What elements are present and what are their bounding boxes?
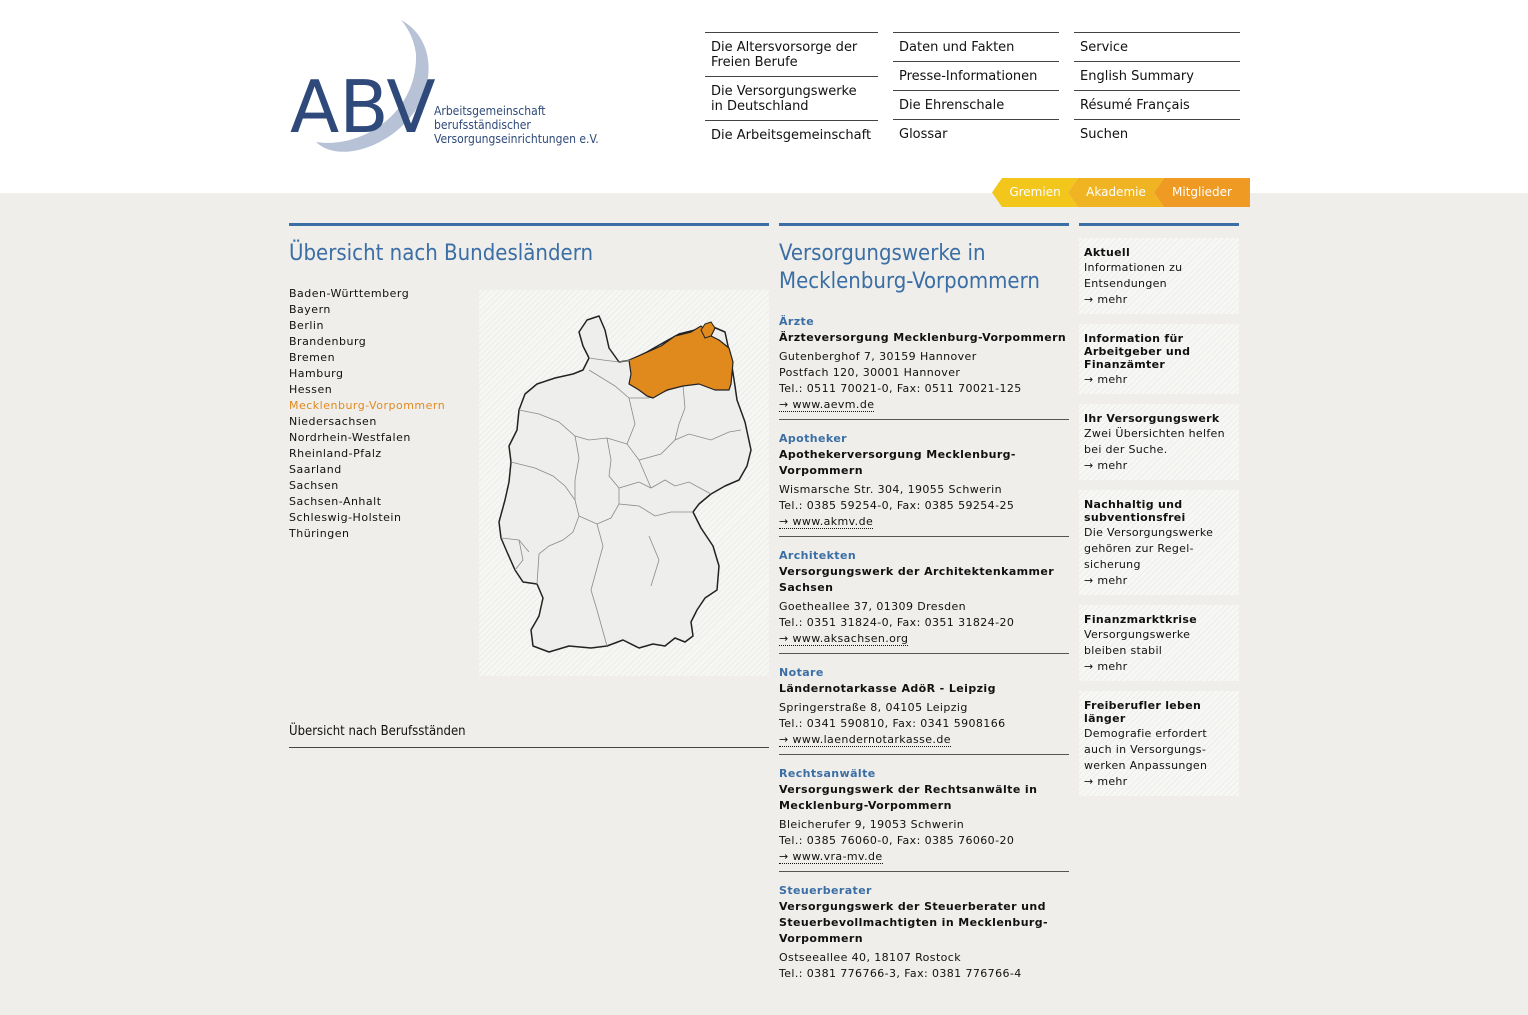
arrow-icon: → xyxy=(1084,293,1098,306)
entry-phone: Tel.: 0385 59254-0, Fax: 0385 59254-25 xyxy=(779,499,1015,512)
nav-ehrenschale[interactable]: Die Ehrenschale xyxy=(893,91,1059,120)
arrow-icon: → xyxy=(1084,574,1098,587)
state-link[interactable]: Bayern xyxy=(289,303,331,316)
section-title-line-2: Mecklenburg-Vorpommern xyxy=(779,269,1040,294)
tab-akademie-label: Akademie xyxy=(1086,185,1146,199)
entry-website-label: www.aksachsen.org xyxy=(792,632,909,645)
teaser-more-label: mehr xyxy=(1097,660,1128,673)
berufsstaende-link[interactable]: Übersicht nach Berufsständen xyxy=(289,724,769,748)
entry-phone: Tel.: 0385 76060-0, Fax: 0385 76060-20 xyxy=(779,834,1015,847)
teaser-more-link[interactable] xyxy=(1084,292,1234,308)
entry-website-label: www.vra-mv.de xyxy=(792,850,883,863)
teaser-text: Demografie erfordert auch in Versorgungs-werken Anpassungen xyxy=(1084,727,1208,772)
nav-column-3 xyxy=(1074,32,1240,148)
teaser-title: Finanzmarktkrise xyxy=(1084,613,1197,626)
middle-column-bar xyxy=(779,223,1069,226)
tab-gremien-label: Gremien xyxy=(1009,185,1061,199)
sidebar-teasers xyxy=(1079,238,1239,806)
arrow-icon: → xyxy=(1084,373,1098,386)
state-link[interactable]: Schleswig-Holstein xyxy=(289,511,402,524)
entry-website-link[interactable] xyxy=(779,398,874,412)
nav-service[interactable]: Service xyxy=(1074,33,1240,62)
tab-akademie[interactable] xyxy=(1068,178,1164,207)
entry-category: Steuerberater xyxy=(779,884,872,897)
teaser-title: Aktuell xyxy=(1084,246,1131,259)
teaser-more-link[interactable] xyxy=(1084,372,1234,388)
portal-tabs xyxy=(992,178,1250,207)
entry-address: Bleicherufer 9, 19053 Schwerin xyxy=(779,818,965,831)
logo-subtitle xyxy=(434,104,599,146)
teaser-more-link[interactable] xyxy=(1084,573,1234,589)
state-link[interactable]: Baden-Württemberg xyxy=(289,287,410,300)
entry-website-label: www.akmv.de xyxy=(792,515,874,528)
teaser-box[interactable] xyxy=(1079,490,1239,595)
teaser-more-label: mehr xyxy=(1097,775,1128,788)
teaser-title: Nachhaltig und subventionsfrei xyxy=(1084,498,1186,524)
teaser-box[interactable] xyxy=(1079,691,1239,796)
entry-address: Wismarsche Str. 304, 19055 Schwerin xyxy=(779,483,1003,496)
arrow-icon: → xyxy=(779,733,793,746)
arrow-icon: → xyxy=(1084,660,1098,673)
entry-name: Versorgungswerk der Steuerberater und Steuerbevollmachtigten in Mecklenburg-Vorpommern xyxy=(779,900,1048,945)
entry-item xyxy=(779,764,1069,872)
arrow-icon: → xyxy=(779,398,793,411)
nav-arbeitsgemeinschaft[interactable]: Die Arbeitsgemeinschaft xyxy=(711,128,872,143)
state-link[interactable]: Saarland xyxy=(289,463,342,476)
state-link[interactable]: Rheinland-Pfalz xyxy=(289,447,382,460)
state-link[interactable]: Nordrhein-Westfalen xyxy=(289,431,411,444)
state-link-active[interactable]: Mecklenburg-Vorpommern xyxy=(289,399,446,412)
arrow-icon: → xyxy=(1084,459,1098,472)
header xyxy=(0,0,1528,193)
entry-category: Architekten xyxy=(779,549,857,562)
entry-website-link[interactable] xyxy=(779,850,883,864)
tab-mitglieder-label: Mitglieder xyxy=(1172,185,1232,199)
nav-suchen[interactable]: Suchen xyxy=(1080,127,1129,142)
entry-name: Versorgungswerk der Rechtsanwälte in Mecklenburg-Vorpommern xyxy=(779,783,1038,812)
entry-address: Ostseeallee 40, 18107 Rostock xyxy=(779,951,962,964)
teaser-more-link[interactable] xyxy=(1084,458,1234,474)
entry-address: Gutenberghof 7, 30159 Hannover xyxy=(779,350,977,363)
teaser-more-label: mehr xyxy=(1097,459,1128,472)
teaser-more-link[interactable] xyxy=(1084,659,1234,675)
state-link[interactable]: Hamburg xyxy=(289,367,344,380)
state-link[interactable]: Niedersachsen xyxy=(289,415,377,428)
entry-category: Rechtsanwälte xyxy=(779,767,876,780)
nav-english-summary[interactable]: English Summary xyxy=(1074,62,1240,91)
entry-name: Apothekerversorgung Mecklenburg-Vorpommern xyxy=(779,448,1016,477)
teaser-text: Versorgungswerke bleiben stabil xyxy=(1084,628,1191,657)
entries-list xyxy=(779,312,1069,997)
entry-address-2: Postfach 120, 30001 Hannover xyxy=(779,366,961,379)
teaser-text: Zwei Übersichten helfen bei der Suche. xyxy=(1084,427,1225,456)
entry-name: Ärzteversorgung Mecklenburg-Vorpommern xyxy=(779,331,1067,344)
entry-website-link[interactable] xyxy=(779,733,951,747)
teaser-title: Information für Arbeitgeber und Finanzämter xyxy=(1084,332,1191,371)
entry-item xyxy=(779,663,1069,755)
nav-presse[interactable]: Presse-Informationen xyxy=(893,62,1059,91)
teaser-box[interactable] xyxy=(1079,238,1239,314)
arrow-icon: → xyxy=(779,632,793,645)
section-title xyxy=(779,240,1040,296)
logo-letters: ABV xyxy=(290,65,436,149)
arrow-icon: → xyxy=(779,850,793,863)
state-link[interactable]: Bremen xyxy=(289,351,336,364)
teaser-box[interactable] xyxy=(1079,324,1239,394)
entry-category: Ärzte xyxy=(779,315,815,328)
nav-resume-francais[interactable]: Résumé Français xyxy=(1074,91,1240,120)
tab-mitglieder[interactable] xyxy=(1154,178,1250,207)
teaser-title: Ihr Versorgungswerk xyxy=(1084,412,1220,425)
state-link[interactable]: Sachsen-Anhalt xyxy=(289,495,382,508)
nav-daten-fakten[interactable]: Daten und Fakten xyxy=(893,33,1059,62)
entry-name: Ländernotarkasse AdöR - Leipzig xyxy=(779,682,996,695)
entry-category: Apotheker xyxy=(779,432,847,445)
teaser-text: Informationen zu Entsendungen xyxy=(1084,261,1183,290)
teaser-more-link[interactable] xyxy=(1084,774,1234,790)
tab-gremien[interactable] xyxy=(992,178,1078,207)
state-link[interactable]: Brandenburg xyxy=(289,335,367,348)
entry-phone: Tel.: 0381 776766-3, Fax: 0381 776766-4 xyxy=(779,967,1022,980)
section-title-line-1: Versorgungswerke in xyxy=(779,241,986,266)
entry-address: Springerstraße 8, 04105 Leipzig xyxy=(779,701,968,714)
entry-category: Notare xyxy=(779,666,824,679)
entry-name: Versorgungswerk der Architektenkammer Sachsen xyxy=(779,565,1055,594)
entry-address: Goetheallee 37, 01309 Dresden xyxy=(779,600,967,613)
entry-phone: Tel.: 0511 70021-0, Fax: 0511 70021-125 xyxy=(779,382,1022,395)
entry-item xyxy=(779,881,1069,988)
entry-item xyxy=(779,429,1069,537)
entry-item xyxy=(779,312,1069,420)
teaser-more-label: mehr xyxy=(1097,293,1128,306)
entry-phone: Tel.: 0341 590810, Fax: 0341 5908166 xyxy=(779,717,1006,730)
teaser-box[interactable] xyxy=(1079,605,1239,681)
arrow-icon: → xyxy=(779,515,793,528)
state-list xyxy=(289,286,445,542)
teaser-title: Freiberufler leben länger xyxy=(1084,699,1202,725)
entry-website-label: www.laendernotarkasse.de xyxy=(792,733,951,746)
nav-column-1 xyxy=(705,32,878,149)
state-link[interactable]: Berlin xyxy=(289,319,324,332)
state-link[interactable]: Thüringen xyxy=(289,527,350,540)
entry-phone: Tel.: 0351 31824-0, Fax: 0351 31824-20 xyxy=(779,616,1015,629)
teaser-more-label: mehr xyxy=(1097,373,1128,386)
logo-line-2: berufsständischer xyxy=(434,118,531,132)
nav-column-2 xyxy=(893,32,1059,148)
nav-altersvorsorge[interactable]: Die Altersvorsorge der Freien Berufe xyxy=(705,33,878,77)
right-column-bar xyxy=(1079,223,1239,226)
nav-versorgungswerke[interactable]: Die Versorgungswerke in Deutschland xyxy=(705,77,878,121)
arrow-icon: → xyxy=(1084,775,1098,788)
state-link[interactable]: Sachsen xyxy=(289,479,339,492)
state-link[interactable]: Hessen xyxy=(289,383,333,396)
entry-website-link[interactable] xyxy=(779,632,908,646)
left-column-bar xyxy=(289,223,769,226)
page-title: Übersicht nach Bundesländern xyxy=(289,241,593,266)
teaser-box[interactable] xyxy=(1079,404,1239,480)
germany-map-svg xyxy=(479,290,769,676)
germany-map xyxy=(479,290,769,676)
nav-glossar[interactable]: Glossar xyxy=(899,127,948,142)
logo-line-1: Arbeitsgemeinschaft xyxy=(434,104,546,118)
entry-website-link[interactable] xyxy=(779,515,873,529)
entry-item xyxy=(779,546,1069,654)
entry-website-label: www.aevm.de xyxy=(792,398,875,411)
teaser-text: Die Versorgungswerke gehören zur Regel-sicherung xyxy=(1084,526,1214,571)
logo-line-3: Versorgungseinrichtungen e.V. xyxy=(434,132,599,146)
teaser-more-label: mehr xyxy=(1097,574,1128,587)
